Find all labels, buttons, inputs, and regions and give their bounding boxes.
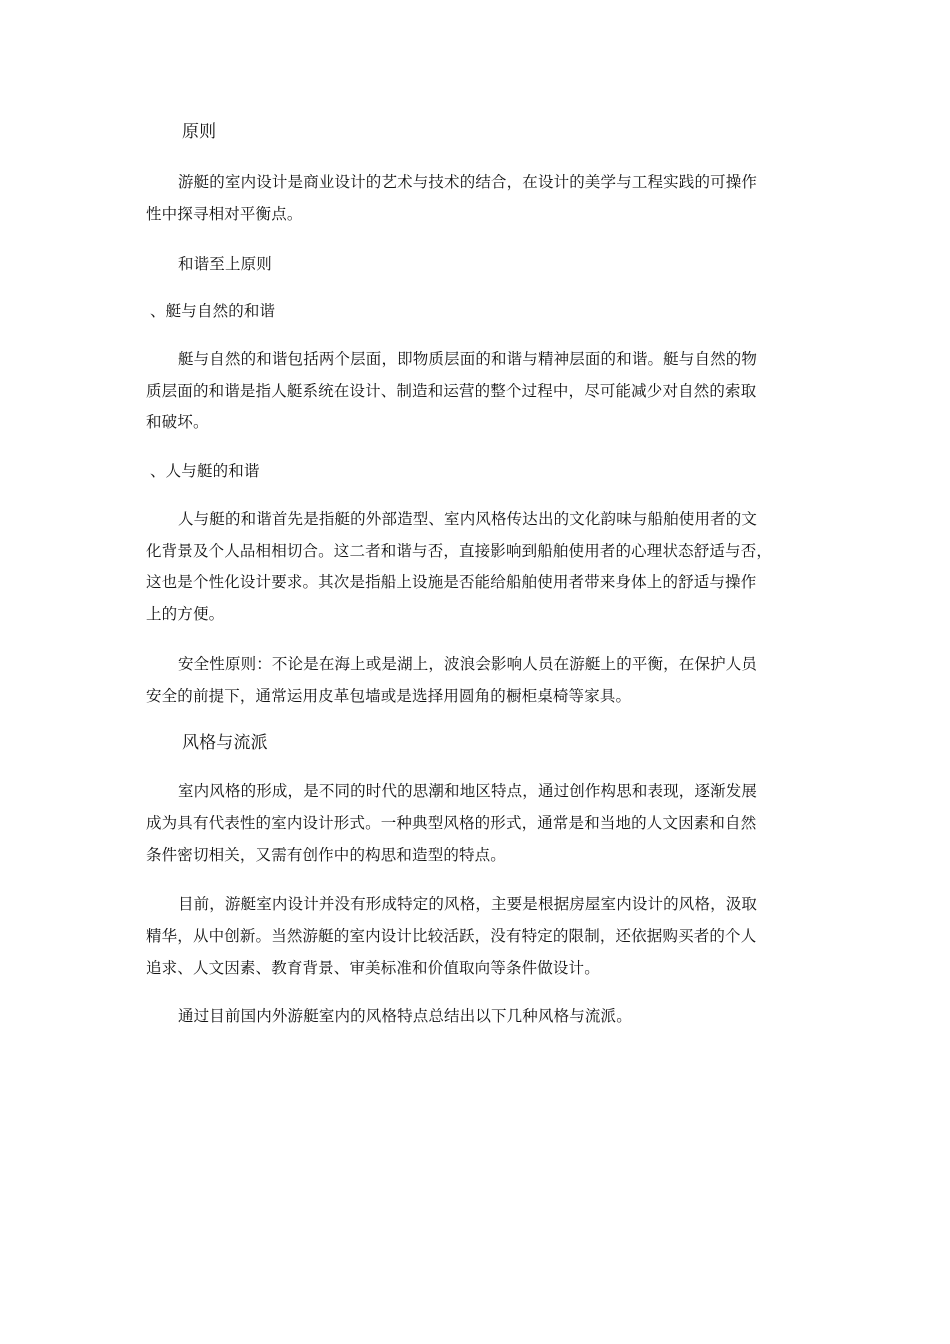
paragraph-line: 性中探寻相对平衡点。: [146, 205, 303, 223]
paragraph-line: 成为具有代表性的室内设计形式。一种典型风格的形式，通常是和当地的人文因素和自然: [146, 814, 757, 832]
paragraph-line: 和破坏。: [146, 413, 209, 431]
paragraph-line: 室内风格的形成，是不同的时代的思潮和地区特点，通过创作构思和表现，逐渐发展: [178, 782, 758, 800]
section-heading-principles: 原则: [182, 122, 217, 142]
paragraph-line: 目前，游艇室内设计并没有形成特定的风格，主要是根据房屋室内设计的风格，汲取: [178, 895, 758, 913]
paragraph-line: 上的方便。: [146, 605, 225, 623]
paragraph-line: 游艇的室内设计是商业设计的艺术与技术的结合，在设计的美学与工程实践的可操作: [178, 173, 758, 191]
paragraph-line: 通过目前国内外游艇室内的风格特点总结出以下几种风格与流派。: [178, 1007, 632, 1025]
paragraph-line: 条件密切相关，又需有创作中的构思和造型的特点。: [146, 846, 506, 864]
paragraph-line: 艇与自然的和谐包括两个层面，即物质层面的和谐与精神层面的和谐。艇与自然的物: [178, 350, 758, 368]
paragraph-line: 安全的前提下，通常运用皮革包墙或是选择用圆角的橱柜桌椅等家具。: [146, 687, 632, 705]
paragraph-line: 质层面的和谐是指人艇系统在设计、制造和运营的整个过程中，尽可能减少对自然的索取: [146, 382, 757, 400]
subheading-human-boat-harmony: 、人与艇的和谐: [150, 462, 260, 480]
section-heading-styles: 风格与流派: [182, 733, 268, 753]
paragraph-line: 安全性原则：不论是在海上或是湖上，波浪会影响人员在游艇上的平衡，在保护人员: [178, 655, 758, 673]
paragraph-line: 化背景及个人品相相切合。这二者和谐与否，直接影响到船舶使用者的心理状态舒适与否，: [146, 542, 773, 560]
paragraph-line: 人与艇的和谐首先是指艇的外部造型、室内风格传达出的文化韵味与船舶使用者的文: [178, 510, 758, 528]
subheading-harmony-principle: 和谐至上原则: [178, 255, 272, 273]
subheading-boat-nature-harmony: 、艇与自然的和谐: [150, 302, 276, 320]
paragraph-line: 这也是个性化设计要求。其次是指船上设施是否能给船舶使用者带来身体上的舒适与操作: [146, 573, 757, 591]
paragraph-line: 追求、人文因素、教育背景、审美标准和价值取向等条件做设计。: [146, 959, 600, 977]
paragraph-line: 精华，从中创新。当然游艇的室内设计比较活跃，没有特定的限制，还依据购买者的个人: [146, 927, 757, 945]
